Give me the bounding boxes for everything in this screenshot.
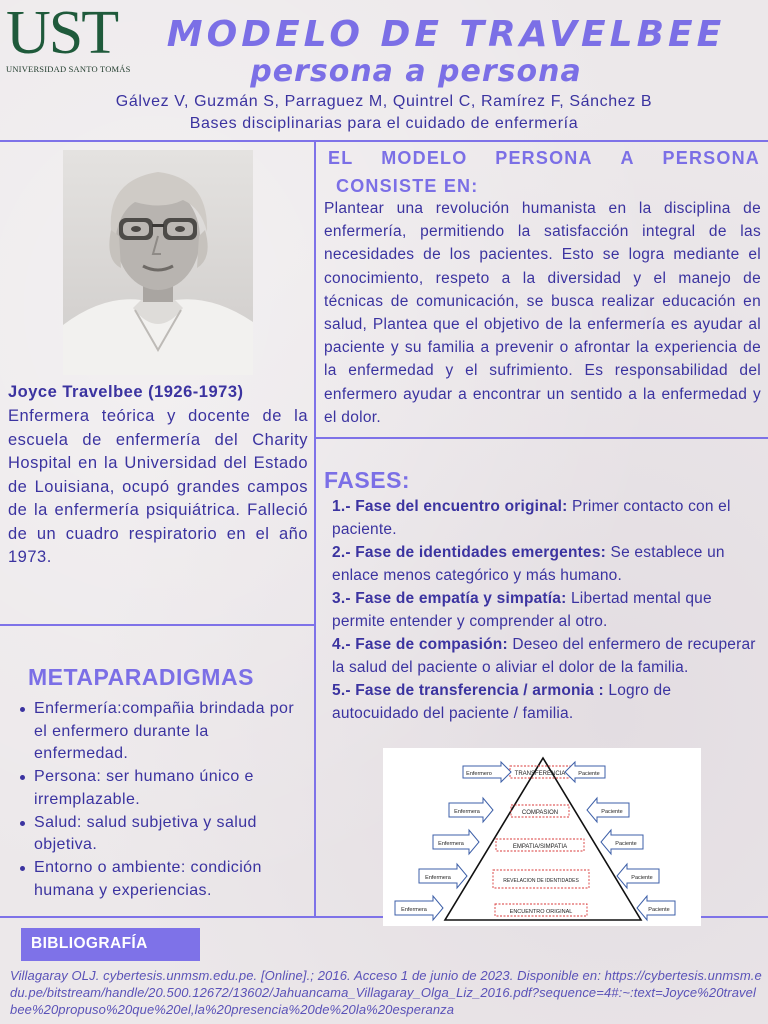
- fase-text: Libertad mental que permite entender y comprender al otro.: [332, 590, 712, 630]
- list-item: Persona: ser humano único e irremplazable.: [16, 766, 306, 811]
- ust-logo: UST: [6, 0, 118, 67]
- fase-text: Se establece un enlace menos categórico y más humano.: [332, 544, 725, 584]
- list-item: Enfermería:compañia brindada por el enfermero durante la enfermedad.: [16, 698, 306, 766]
- model-heading: [328, 144, 760, 200]
- fase-label: 4.- Fase de compasión:: [332, 636, 508, 653]
- divider-vertical-bottom: [314, 624, 316, 917]
- model-heading-line2: CONSISTE EN:: [336, 176, 479, 196]
- list-item: Salud: salud subjetiva y salud objetiva.: [16, 812, 306, 857]
- model-heading-word: A: [620, 148, 635, 168]
- model-body: Plantear una revolución humanista en la disciplina de enfermería, permitiendo la satisfacción integral de las necesidades de los pacientes. Esto se logra mediante el conocimiento, respeto a la diversidad y el manejo de técnicas de comunicación, se busca realizar educación en salud, Plantea que el objetivo de la enfermería es ayudar al paciente y su familia a prevenir o afrontar la experiencia de la enfermedad y el sufrimiento. Es responsabilidad del enfermero ayudar a encontrar un sentido a la enfermedad y el dolor.: [324, 200, 761, 426]
- level-label: COMPASION: [521, 810, 559, 816]
- fase-label: 2.- Fase de identidades emergentes:: [332, 544, 607, 561]
- bibliografia-text: Villagaray OLJ. cybertesis.unmsm.edu.pe. [Online].; 2016. Acceso 1 de junio de 2023. Disponible en: https://cybertesis.unmsm.edu.pe/bitstream/handle/20.500.12672/13602/Jahuancama_Villagaray_Olga_Liz_2016.pdf?sequence=4#:~:text=Joyce%20travelbee%20propuso%20que%20el,la%20presencia%20de%20la%20esperanza: [10, 968, 762, 1017]
- fases-title: FASES:: [324, 467, 411, 493]
- ust-logo-subtext: UNIVERSIDAD SANTO TOMÁS: [6, 64, 131, 74]
- fase-label: 5.- Fase de transferencia / armonia :: [332, 682, 604, 699]
- arrow-label: Enfermera: [438, 841, 464, 847]
- fase-item: [332, 541, 760, 587]
- model-heading-line1: [328, 144, 760, 172]
- authors: Gálvez V, Guzmán S, Parraguez M, Quintrel C, Ramírez F, Sánchez B: [115, 93, 653, 110]
- model-heading-word: MODELO: [381, 148, 468, 168]
- model-heading-word: PERSONA: [495, 148, 593, 168]
- arrow-label: Paciente: [631, 875, 653, 881]
- arrow-label: Paciente: [578, 771, 600, 777]
- fase-text: Deseo del enfermero de recuperar la salud del paciente o aliviar el dolor de la familia.: [332, 636, 756, 676]
- poster-subtitle: persona a persona: [250, 54, 582, 89]
- divider-top: [0, 140, 768, 142]
- model-heading-word: PERSONA: [662, 148, 760, 168]
- phases-pyramid-diagram: [383, 748, 701, 926]
- fase-label: 1.- Fase del encuentro original:: [332, 498, 568, 515]
- fases-list: [332, 495, 760, 725]
- bio-text: Enfermera teórica y docente de la escuela de enfermería del Charity Hospital en la Universidad del Estado de Louisiana, ocupó grandes campos de la enfermería psiquiátrica. Falleció de un cuadro respiratorio en el año 1973.: [8, 407, 308, 566]
- course-name: Bases disciplinarias para el cuidado de enfermería: [189, 115, 579, 132]
- fase-label: 3.- Fase de empatía y simpatía:: [332, 590, 567, 607]
- level-label: TRANSFERENCIA: [514, 771, 566, 777]
- arrow-label: Enfermera: [454, 809, 480, 815]
- model-heading-word: EL: [328, 148, 354, 168]
- fase-item: [332, 587, 760, 633]
- arrow-label: Enfermera: [401, 907, 427, 913]
- level-label: EMPATIA/SIMPATIA: [512, 844, 568, 850]
- portrait-photo: [63, 150, 253, 375]
- divider-right-mid: [314, 437, 768, 439]
- fase-item: [332, 679, 760, 725]
- fase-text: Logro de autocuidado del paciente / familia.: [332, 682, 672, 722]
- metaparadigmas-title: METAPARADIGMAS: [28, 664, 254, 690]
- arrow-label: Enfermero: [466, 771, 492, 777]
- level-label: REVELACION DE IDENTIDADES: [503, 878, 579, 884]
- arrow-label: Paciente: [648, 907, 670, 913]
- list-item: Entorno o ambiente: condición humana y experiencias.: [16, 857, 306, 902]
- arrow-label: Enfermera: [425, 875, 451, 881]
- fase-item: [332, 495, 760, 541]
- bibliografia-label: BIBLIOGRAFÍA: [31, 935, 148, 952]
- bio-name: Joyce Travelbee (1926-1973): [8, 383, 244, 401]
- fase-text: Primer contacto con el paciente.: [332, 498, 731, 538]
- poster-title: MODELO DE TRAVELBEE: [166, 14, 726, 55]
- divider-left-mid: [0, 624, 314, 626]
- metaparadigmas-list: [16, 698, 306, 902]
- arrow-label: Paciente: [601, 809, 623, 815]
- level-label: ENCUENTRO ORIGINAL: [509, 909, 573, 915]
- arrow-label: Paciente: [615, 841, 637, 847]
- divider-vertical-top: [314, 140, 316, 440]
- fase-item: [332, 633, 760, 679]
